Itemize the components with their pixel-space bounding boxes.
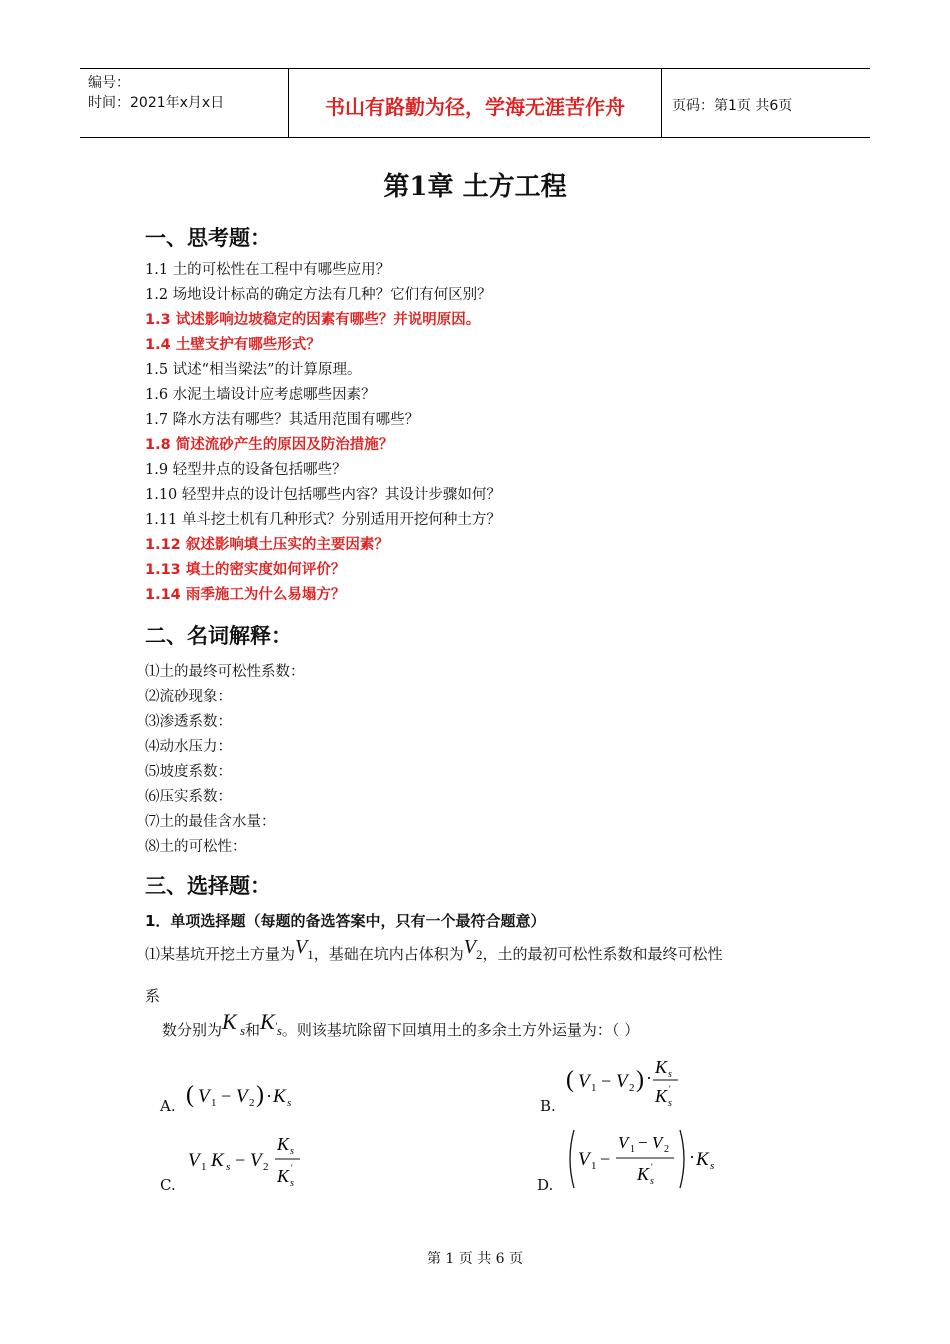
svg-text:s: s — [287, 1097, 292, 1109]
svg-text:K: K — [211, 1150, 224, 1171]
formula-v2: V — [463, 936, 476, 958]
q1-text-1: ⑴某基坑开挖土方量为 — [145, 945, 296, 963]
svg-text:V: V — [198, 1086, 210, 1107]
time-label: 时间：2021年x月x日 — [88, 95, 225, 111]
formula-ks-prime-subscript: 's — [274, 1021, 282, 1038]
svg-text:s: s — [650, 1176, 654, 1187]
choice-question-1-line2: 系 — [145, 987, 161, 1005]
svg-text:': ' — [651, 1162, 653, 1172]
svg-text:1: 1 — [211, 1097, 217, 1109]
section-heading-terms: 二、名词解释： — [145, 624, 292, 648]
option-c-formula — [186, 1130, 316, 1192]
svg-text:K: K — [655, 1086, 668, 1106]
svg-text:V: V — [578, 1149, 590, 1170]
svg-text:V: V — [236, 1086, 248, 1107]
option-b-formula — [566, 1054, 696, 1112]
svg-text:·: · — [646, 1068, 652, 1088]
svg-text:(: ( — [186, 1082, 194, 1108]
term-item: ⑷动水压力： — [145, 739, 232, 755]
svg-text:V: V — [616, 1071, 628, 1092]
term-item: ⑺土的最佳含水量： — [145, 814, 276, 830]
svg-text:s: s — [226, 1161, 231, 1173]
q1-and: 和 — [245, 1021, 261, 1039]
svg-text:K: K — [696, 1149, 709, 1170]
choice-question-1-line1 — [145, 936, 723, 965]
formula-ks-subscript: s — [236, 1023, 246, 1038]
formula-ks-prime: K — [260, 1009, 275, 1034]
svg-text:V: V — [652, 1133, 663, 1152]
option-c-label: C. — [160, 1176, 176, 1194]
svg-text:1: 1 — [591, 1160, 597, 1172]
question-item-highlighted: 1.13 填土的密实度如何评价？ — [145, 562, 346, 578]
question-item: 1.5 试述“相当梁法”的计算原理。 — [145, 362, 362, 378]
formula-ks: K — [222, 1009, 237, 1034]
question-item: 1.6 水泥土墙设计应考虑哪些因素？ — [145, 387, 376, 403]
svg-text:): ) — [256, 1082, 264, 1108]
option-d-label: D. — [537, 1176, 554, 1194]
question-item-highlighted: 1.14 雨季施工为什么易塌方？ — [145, 587, 346, 603]
svg-text:): ) — [636, 1067, 644, 1093]
svg-text:2: 2 — [263, 1161, 269, 1173]
motto: 书山有路勤为径，学海无涯苦作舟 — [289, 69, 662, 137]
term-item: ⑵流砂现象： — [145, 689, 232, 705]
chapter-title: 第1章 土方工程 — [383, 172, 567, 202]
term-item: ⑹压实系数： — [145, 789, 232, 805]
formula-v1: V — [295, 936, 308, 958]
header-left-cell — [80, 69, 289, 137]
svg-text:1: 1 — [201, 1161, 207, 1173]
q1-text-5: 。则该基坑除留下回填用土的多余土方外运量为：（ ） — [281, 1021, 640, 1039]
svg-text:s: s — [290, 1146, 294, 1157]
choice-question-1-line3 — [162, 1009, 640, 1041]
number-label: 编号： — [88, 75, 130, 91]
svg-text:2: 2 — [629, 1082, 635, 1094]
question-item: 1.1 土的可松性在工程中有哪些应用？ — [145, 262, 391, 278]
svg-text:s: s — [668, 1069, 672, 1080]
question-item: 1.7 降水方法有哪些？其适用范围有哪些？ — [145, 412, 420, 428]
question-item: 1.9 轻型井点的设备包括哪些？ — [145, 462, 347, 478]
svg-text:s: s — [668, 1098, 672, 1109]
section-heading-choice: 三、选择题： — [145, 874, 271, 898]
page-header — [80, 68, 870, 138]
page-info: 页码：第1页 共6页 — [672, 98, 793, 114]
svg-text:': ' — [669, 1084, 671, 1094]
question-item-highlighted: 1.12 叙述影响填土压实的主要因素？ — [145, 537, 389, 553]
question-item: 1.10 轻型井点的设计包括哪些内容？其设计步骤如何？ — [145, 487, 501, 503]
svg-text:2: 2 — [664, 1144, 669, 1155]
svg-text:V: V — [618, 1133, 629, 1152]
svg-text:−: − — [600, 1149, 611, 1169]
svg-text:2: 2 — [249, 1097, 255, 1109]
svg-text:K: K — [637, 1164, 650, 1184]
option-a-label: A. — [160, 1097, 176, 1115]
question-item: 1.2 场地设计标高的确定方法有几种？它们有何区别？ — [145, 287, 492, 303]
page-footer: 第 1 页 共 6 页 — [426, 1251, 524, 1267]
question-item-highlighted: 1.8 简述流砂产生的原因及防治措施？ — [145, 437, 394, 453]
svg-text:·: · — [689, 1147, 695, 1167]
svg-text:−: − — [601, 1071, 612, 1091]
svg-text:s: s — [290, 1178, 294, 1189]
question-item: 1.11 单斗挖土机有几种形式？分别适用开挖何种土方？ — [145, 512, 501, 528]
term-item: ⑻土的可松性： — [145, 839, 247, 855]
term-item: ⑸坡度系数： — [145, 764, 232, 780]
choice-subheading: 1．单项选择题（每题的备选答案中，只有一个最符合题意） — [145, 912, 546, 930]
q1-text-2: ，基础在坑内占体积为 — [313, 945, 464, 963]
svg-text:V: V — [250, 1150, 262, 1171]
formula-v2-subscript: 2 — [475, 947, 483, 962]
svg-text:(: ( — [566, 1067, 574, 1093]
q1-text-3: ，土的最初可松性系数和最终可松性 — [482, 945, 723, 963]
svg-text:': ' — [291, 1163, 293, 1173]
svg-text:−: − — [221, 1086, 232, 1106]
svg-text:K: K — [277, 1134, 290, 1154]
q1-text-4: 数分别为 — [162, 1021, 223, 1039]
formula-v1-subscript: 1 — [307, 947, 314, 962]
svg-text:V: V — [188, 1150, 200, 1171]
svg-text:·: · — [266, 1086, 272, 1106]
svg-text:1: 1 — [630, 1144, 635, 1155]
option-d-formula — [564, 1126, 734, 1192]
svg-text:s: s — [710, 1160, 715, 1172]
section-heading-thinking: 一、思考题： — [145, 226, 271, 250]
question-item-highlighted: 1.3 试述影响边坡稳定的因素有哪些？并说明原因。 — [145, 312, 481, 328]
svg-text:K: K — [655, 1057, 668, 1077]
option-b-label: B. — [540, 1097, 556, 1115]
svg-text:K: K — [273, 1086, 286, 1107]
svg-text:−: − — [638, 1133, 648, 1152]
question-item-highlighted: 1.4 土壁支护有哪些形式？ — [145, 337, 321, 353]
svg-text:−: − — [235, 1150, 246, 1170]
term-item: ⑶渗透系数： — [145, 714, 232, 730]
svg-text:1: 1 — [591, 1082, 597, 1094]
option-a-formula — [186, 1074, 306, 1114]
term-item: ⑴土的最终可松性系数： — [145, 664, 305, 680]
svg-text:V: V — [578, 1071, 590, 1092]
svg-text:K: K — [277, 1166, 290, 1186]
